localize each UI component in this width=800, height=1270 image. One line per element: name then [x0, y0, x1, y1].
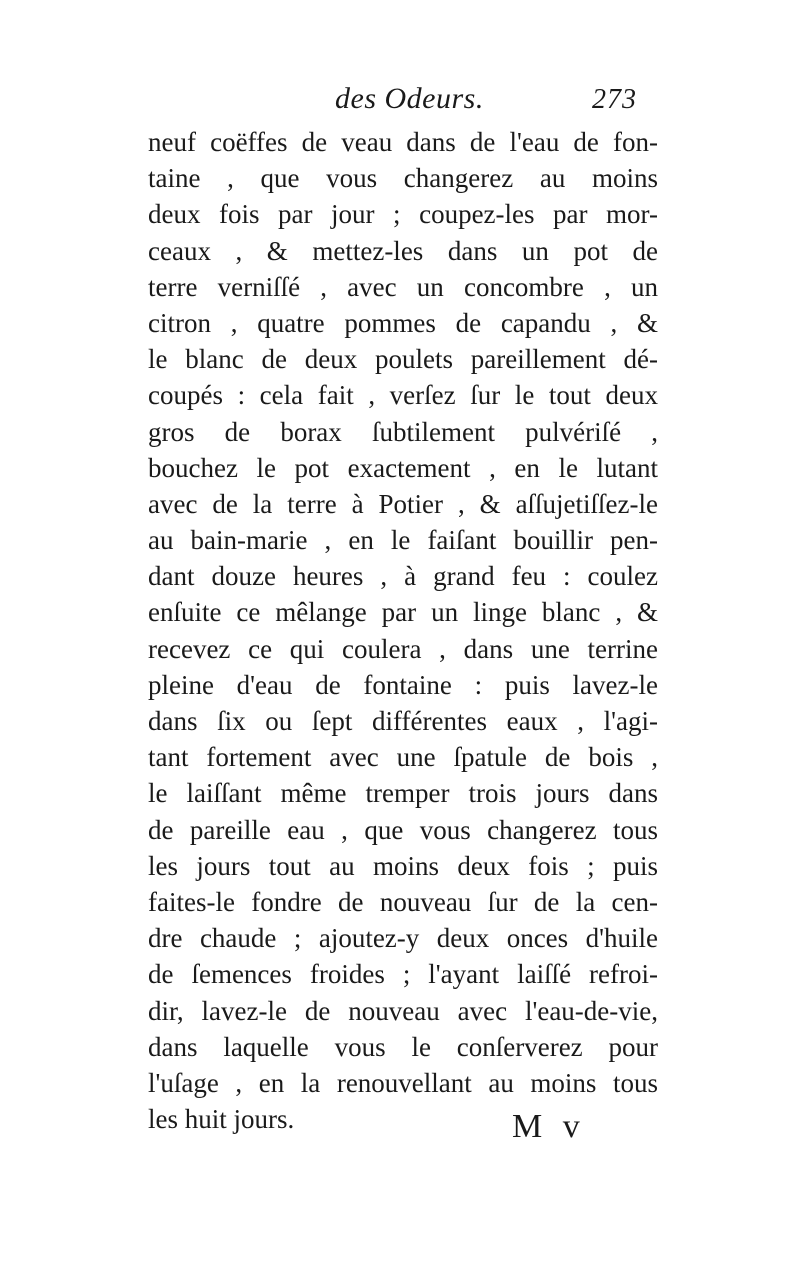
text-line: l'uſage , en la renouvellant au moins tous [148, 1067, 658, 1098]
text-line: dir, lavez-le de nouveau avec l'eau-de-vie, [148, 995, 658, 1026]
text-line: faites-le fondre de nouveau ſur de la cen- [148, 886, 658, 917]
text-line: le laiſſant même tremper trois jours dans [148, 778, 658, 809]
text-line: coupés : cela fait , verſez ſur le tout deux [148, 380, 658, 411]
text-line: ceaux , & mettez-les dans un pot de [148, 235, 658, 266]
running-title: des Odeurs. [335, 82, 484, 115]
text-line: dans ſix ou ſept différentes eaux , l'agi- [148, 706, 658, 736]
text-line: taine , que vous changerez au moins [148, 163, 658, 194]
text-line: gros de borax ſubtilement pulvériſé , [148, 416, 658, 447]
text-line: avec de la terre à Potier , & aſſujetiſſez-le [148, 488, 658, 519]
text-line: les jours tout au moins deux fois ; puis [148, 850, 658, 881]
text-line: neuf coëffes de veau dans de l'eau de fon- [148, 127, 658, 157]
body-text [148, 124, 658, 1137]
text-line: dans laquelle vous le conſerverez pour [148, 1031, 658, 1062]
text-line: deux fois par jour ; coupez-les par mor- [148, 199, 658, 230]
text-line: terre verniſſé , avec un concombre , un [148, 271, 658, 302]
text-line: dant douze heures , à grand feu : coulez [148, 561, 658, 592]
running-head [0, 82, 800, 122]
text-line: recevez ce qui coulera , dans une terrine [148, 633, 658, 664]
text-line: enſuite ce mêlange par un linge blanc , & [148, 597, 658, 628]
text-line: pleine d'eau de fontaine : puis lavez-le [148, 669, 658, 700]
text-line: citron , quatre pommes de capandu , & [148, 307, 658, 338]
page-number: 273 [592, 84, 637, 115]
text-line: au bain-marie , en le faiſant bouillir pen- [148, 525, 658, 556]
signature-mark: M v [512, 1108, 586, 1145]
text-line-last: les huit jours. [148, 1104, 295, 1135]
text-line: le blanc de deux poulets pareillement dé- [148, 344, 658, 375]
text-line: dre chaude ; ajoutez-y deux onces d'huile [148, 923, 658, 954]
text-line: tant fortement avec une ſpatule de bois , [148, 742, 658, 773]
text-line: de ſemences froides ; l'ayant laiſſé refroi- [148, 959, 658, 990]
text-line: bouchez le pot exactement , en le lutant [148, 452, 658, 483]
text-line: de pareille eau , que vous changerez tous [148, 814, 658, 845]
